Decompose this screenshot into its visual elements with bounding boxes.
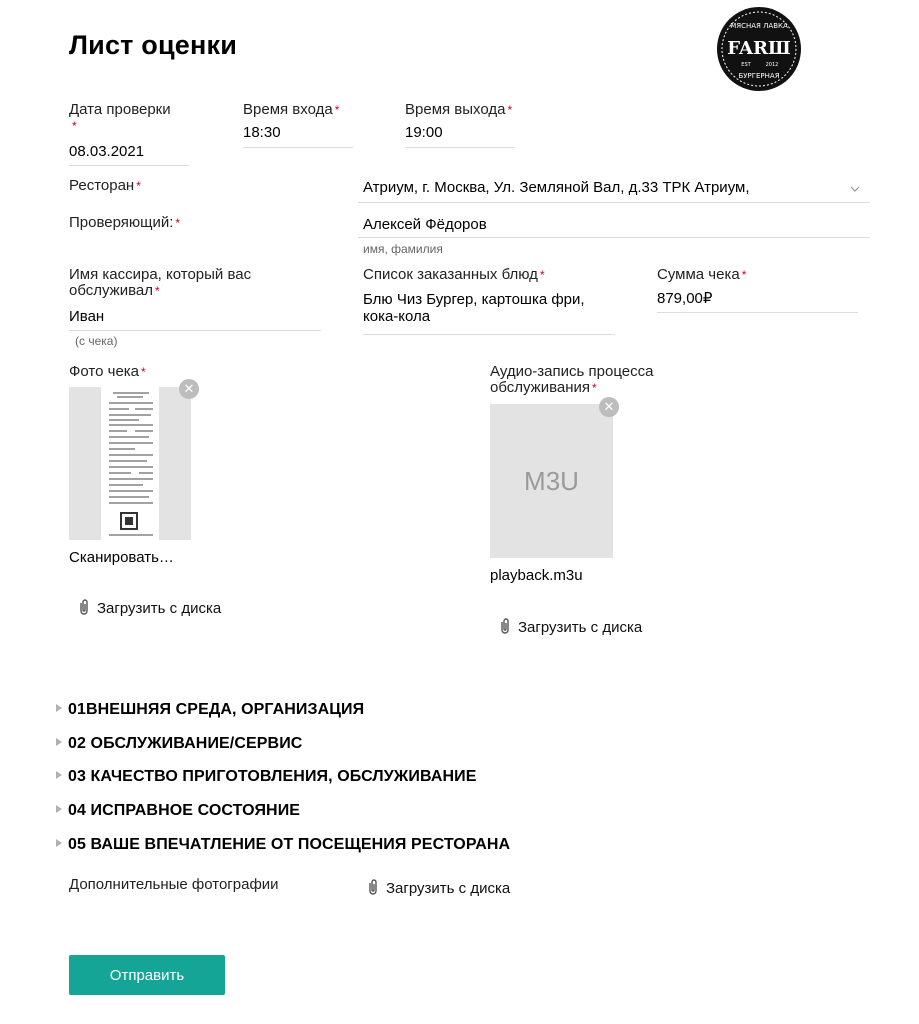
chevron-down-icon <box>850 181 860 199</box>
section-05-toggle[interactable]: 05 ВАШЕ ВПЕЧАТЛЕНИЕ ОТ ПОСЕЩЕНИЯ РЕСТОРАНА <box>56 836 510 854</box>
inspector-label: Проверяющий: * <box>69 214 181 231</box>
exit-time-field[interactable]: 19:00 <box>405 124 515 148</box>
inspector-field[interactable]: Алексей Фёдоров <box>358 216 870 238</box>
section-04-toggle[interactable]: 04 ИСПРАВНОЕ СОСТОЯНИЕ <box>56 802 300 820</box>
section-02-toggle[interactable]: 02 ОБСЛУЖИВАНИЕ/СЕРВИС <box>56 735 302 753</box>
disclosure-triangle-icon <box>56 805 62 813</box>
remove-audio-button[interactable]: ✕ <box>599 397 619 417</box>
audio-filename: playback.m3u <box>490 567 583 584</box>
paperclip-icon <box>500 618 510 635</box>
exit-time-label: Время выхода * <box>405 101 513 118</box>
entry-time-label: Время входа * <box>243 101 340 118</box>
ordered-dishes-label: Список заказанных блюд * <box>363 266 545 283</box>
audio-format-label: M3U <box>524 466 579 496</box>
cashier-hint: (с чека) <box>75 334 118 348</box>
logo-year: 2012 <box>765 62 779 68</box>
disclosure-triangle-icon <box>56 704 62 712</box>
paperclip-icon <box>368 879 378 896</box>
inspection-date-label: Дата проверки * <box>69 101 171 133</box>
submit-button[interactable]: Отправить <box>69 955 225 995</box>
receipt-image <box>69 387 191 540</box>
farsh-logo <box>716 6 802 92</box>
section-01-toggle[interactable]: 01ВНЕШНЯЯ СРЕДА, ОРГАНИЗАЦИЯ <box>56 701 364 719</box>
receipt-photo-label: Фото чека * <box>69 363 146 380</box>
restaurant-label: Ресторан * <box>69 177 141 194</box>
inspector-hint: имя, фамилия <box>363 242 443 256</box>
receipt-photo-thumbnail[interactable] <box>69 387 191 540</box>
entry-time-field[interactable]: 18:30 <box>243 124 353 148</box>
extra-photos-upload-button[interactable]: Загрузить с диска <box>368 879 510 897</box>
audio-file-thumbnail[interactable] <box>490 404 613 558</box>
logo-brand: FARШ <box>727 38 791 59</box>
page-title: Лист оценки <box>69 30 238 60</box>
receipt-upload-button[interactable]: Загрузить с диска <box>79 599 221 617</box>
remove-receipt-photo-button[interactable]: ✕ <box>179 379 199 399</box>
logo-bottom-text: БУРГЕРНАЯ <box>738 72 780 80</box>
audio-label: Аудио-запись процесса обслуживания * <box>490 363 654 396</box>
restaurant-select[interactable] <box>358 178 870 203</box>
audio-upload-button[interactable]: Загрузить с диска <box>500 618 642 636</box>
inspection-date-field[interactable]: 08.03.2021 <box>69 143 189 166</box>
cashier-field[interactable]: Иван <box>69 308 321 331</box>
receipt-photo-caption: Сканировать… <box>69 549 174 566</box>
logo-top-text: МЯСНАЯ ЛАВКА <box>730 22 788 30</box>
receipt-sum-label: Сумма чека * <box>657 266 747 283</box>
receipt-sum-field[interactable]: 879,00₽ <box>657 290 858 313</box>
disclosure-triangle-icon <box>56 771 62 779</box>
paperclip-icon <box>79 599 89 616</box>
section-03-toggle[interactable]: 03 КАЧЕСТВО ПРИГОТОВЛЕНИЯ, ОБСЛУЖИВАНИЕ <box>56 768 477 786</box>
ordered-dishes-field[interactable]: Блю Чиз Бургер, картошка фри, кока-кола <box>363 291 615 335</box>
disclosure-triangle-icon <box>56 839 62 847</box>
logo-est: EST <box>741 62 751 68</box>
restaurant-value: Атриум, г. Москва, Ул. Земляной Вал, д.33 ТРК Атриум, <box>363 179 750 196</box>
cashier-label: Имя кассира, который вас обслуживал * <box>69 266 252 299</box>
extra-photos-label: Дополнительные фотографии <box>69 876 279 893</box>
disclosure-triangle-icon <box>56 738 62 746</box>
